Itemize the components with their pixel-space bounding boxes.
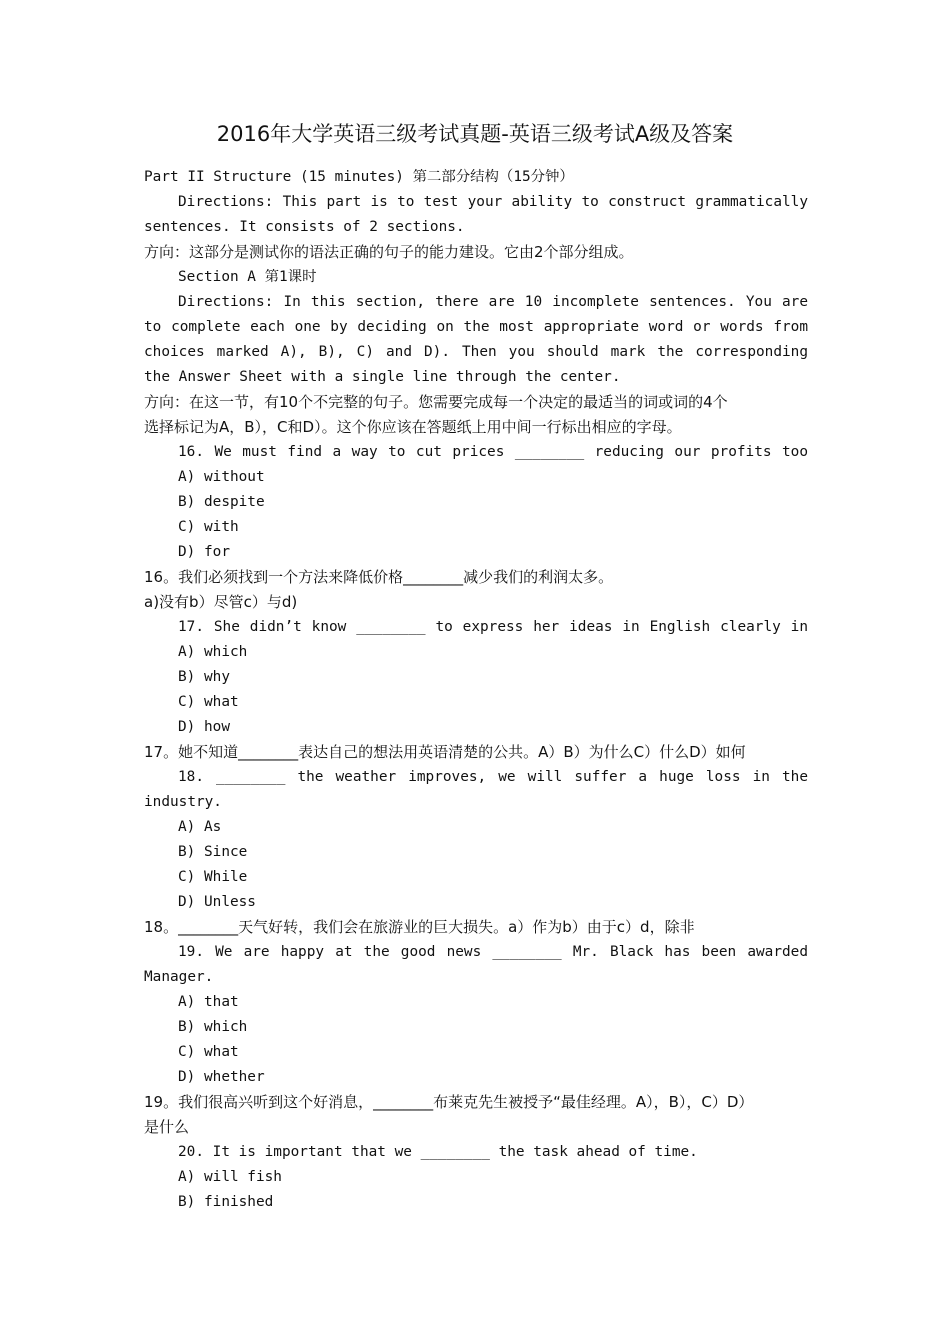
directions-2-line-1: Directions: In this section, there are 10 incomplete sentences. You are	[178, 294, 808, 310]
q16-option-d: D) for	[178, 544, 230, 560]
section-a-heading: Section A 第1课时	[178, 269, 317, 285]
q19-stem-line-2: Manager.	[144, 969, 214, 985]
q17-option-a: A) which	[178, 644, 248, 660]
q18-option-a: A) As	[178, 819, 222, 835]
q18-option-d: D) Unless	[178, 894, 256, 910]
directions-1-line-2: sentences. It consists of 2 sections.	[144, 219, 465, 235]
q20-option-a: A) will fish	[178, 1169, 282, 1185]
q19-cn-line-2: 是什么	[144, 1118, 190, 1136]
q16-option-c: C) with	[178, 519, 239, 535]
q16-option-b: B) despite	[178, 494, 265, 510]
q17-option-b: B) why	[178, 669, 230, 685]
q17-cn-line-1: 17。她不知道________表达自己的想法用英语清楚的公共。A）B）为什么C）什么D）如何	[144, 743, 746, 761]
q19-option-d: D) whether	[178, 1069, 265, 1085]
q17-option-d: D) how	[178, 719, 230, 735]
directions-2-line-4: the Answer Sheet with a single line through the center.	[144, 369, 621, 385]
directions-2-line-3: choices marked A), B), C) and D). Then you should mark the corresponding	[144, 344, 808, 360]
directions-1-cn: 方向：这部分是测试你的语法正确的句子的能力建设。它由2个部分组成。	[144, 243, 634, 261]
q18-stem-line-2: industry.	[144, 794, 222, 810]
q16-option-a: A) without	[178, 469, 265, 485]
q20-option-b: B) finished	[178, 1194, 274, 1210]
document-title: 2016年大学英语三级考试真题-英语三级考试A级及答案	[216, 122, 734, 146]
q19-option-b: B) which	[178, 1019, 248, 1035]
q20-stem: 20. It is important that we ________ the task ahead of time.	[178, 1144, 698, 1160]
directions-1-line-1: Directions: This part is to test your ability to construct grammatically	[178, 194, 808, 210]
q19-cn-line-1: 19。我们很高兴听到这个好消息，________布莱克先生被授予“最佳经理。A），B），C）D）	[144, 1093, 754, 1111]
q16-cn-line-1: 16。我们必须找到一个方法来降低价格________减少我们的利润太多。	[144, 568, 614, 586]
q17-stem: 17. She didn’t know ________ to express her ideas in English clearly in	[178, 619, 808, 635]
directions-2-cn-line-2: 选择标记为A，B），C和D）。这个你应该在答题纸上用中间一行标出相应的字母。	[144, 418, 682, 436]
directions-2-cn-line-1: 方向：在这一节，有10个不完整的句子。您需要完成每一个决定的最适当的词或词的4个	[144, 393, 728, 411]
q18-option-b: B) Since	[178, 844, 248, 860]
q19-option-c: C) what	[178, 1044, 239, 1060]
q18-cn-line-1: 18。________天气好转，我们会在旅游业的巨大损失。a）作为b）由于c）d，除非	[144, 918, 695, 936]
q18-option-c: C) While	[178, 869, 248, 885]
q16-stem: 16. We must find a way to cut prices ________ reducing our profits too	[178, 444, 808, 460]
q18-stem-line-1: 18. ________ the weather improves, we will suffer a huge loss in the	[178, 769, 808, 785]
q17-option-c: C) what	[178, 694, 239, 710]
q16-cn-line-2: a)没有b）尽管c）与d)	[144, 593, 298, 611]
q19-stem-line-1: 19. We are happy at the good news ________ Mr. Black has been awarded	[178, 944, 808, 960]
part-heading: Part II Structure (15 minutes) 第二部分结构（15分钟）	[144, 169, 574, 185]
directions-2-line-2: to complete each one by deciding on the most appropriate word or words from	[144, 319, 808, 335]
q19-option-a: A) that	[178, 994, 239, 1010]
